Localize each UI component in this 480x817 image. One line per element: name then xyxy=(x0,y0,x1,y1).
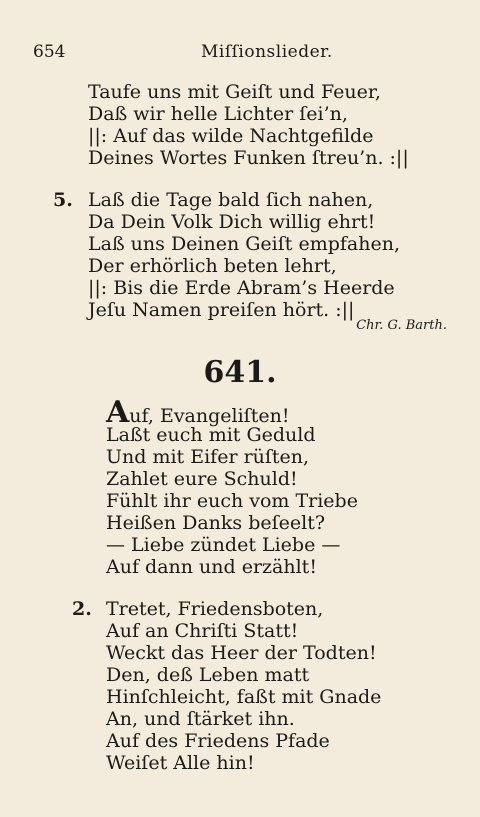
verse-line: Zahlet eure Schuld! xyxy=(106,468,298,490)
verse-line: Und mit Eifer rüſten, xyxy=(106,446,310,468)
author-attribution: Chr. G. Barth. xyxy=(356,318,447,333)
verse-line: Laßt euch mit Geduld xyxy=(106,424,316,446)
verse-line: Da Dein Volk Dich willig ehrt! xyxy=(88,211,376,233)
first-line-text: uf, Evangeliſten! xyxy=(129,405,290,427)
drop-cap: A xyxy=(106,395,130,430)
verse-line: Fühlt ihr euch vom Triebe xyxy=(106,490,358,512)
verse-line: ||: Bis die Erde Abram’s Heerde xyxy=(88,277,395,299)
verse-line: Heißen Danks beſeelt? xyxy=(106,512,326,534)
verse-line: Laß uns Deinen Geiſt empfahen, xyxy=(88,233,400,255)
verse-line: Auf an Chriſti Statt! xyxy=(106,620,299,642)
verse-line: Taufe uns mit Geiſt und Feuer, xyxy=(88,81,381,103)
verse-line: Deines Wortes Funken ſtreu’n. :|| xyxy=(88,147,409,169)
page-header xyxy=(33,42,440,66)
verse-line: Auf dann und erzählt! xyxy=(106,556,317,578)
verse-line: ||: Auf das wilde Nachtgefilde xyxy=(88,125,374,147)
stanza-number: 5. xyxy=(53,189,73,211)
verse-line: Hinſchleicht, faßt mit Gnade xyxy=(106,686,382,708)
verse-line: Weckt das Heer der Todten! xyxy=(106,642,377,664)
verse-line: Den, deß Leben matt xyxy=(106,664,310,686)
verse-line: An, und ſtärket ihn. xyxy=(106,708,295,730)
verse-line: Daß wir helle Lichter ſei’n, xyxy=(88,103,348,125)
verse-line: Auf des Friedens Pfade xyxy=(106,730,330,752)
verse-line: Der erhörlich beten lehrt, xyxy=(88,255,337,277)
verse-line: Weiſet Alle hin! xyxy=(106,752,255,774)
page-number: 654 xyxy=(33,42,66,62)
hymn-number: 641. xyxy=(203,355,277,390)
verse-line: Laß die Tage bald ſich nahen, xyxy=(88,189,374,211)
verse-line: — Liebe zündet Liebe — xyxy=(106,534,341,556)
verse-line: Tretet, Friedensboten, xyxy=(106,598,324,620)
stanza-number: 2. xyxy=(72,598,92,620)
running-head: Miſſionslieder. xyxy=(201,42,333,62)
verse-line: Jeſu Namen preiſen hört. :|| xyxy=(88,299,355,321)
